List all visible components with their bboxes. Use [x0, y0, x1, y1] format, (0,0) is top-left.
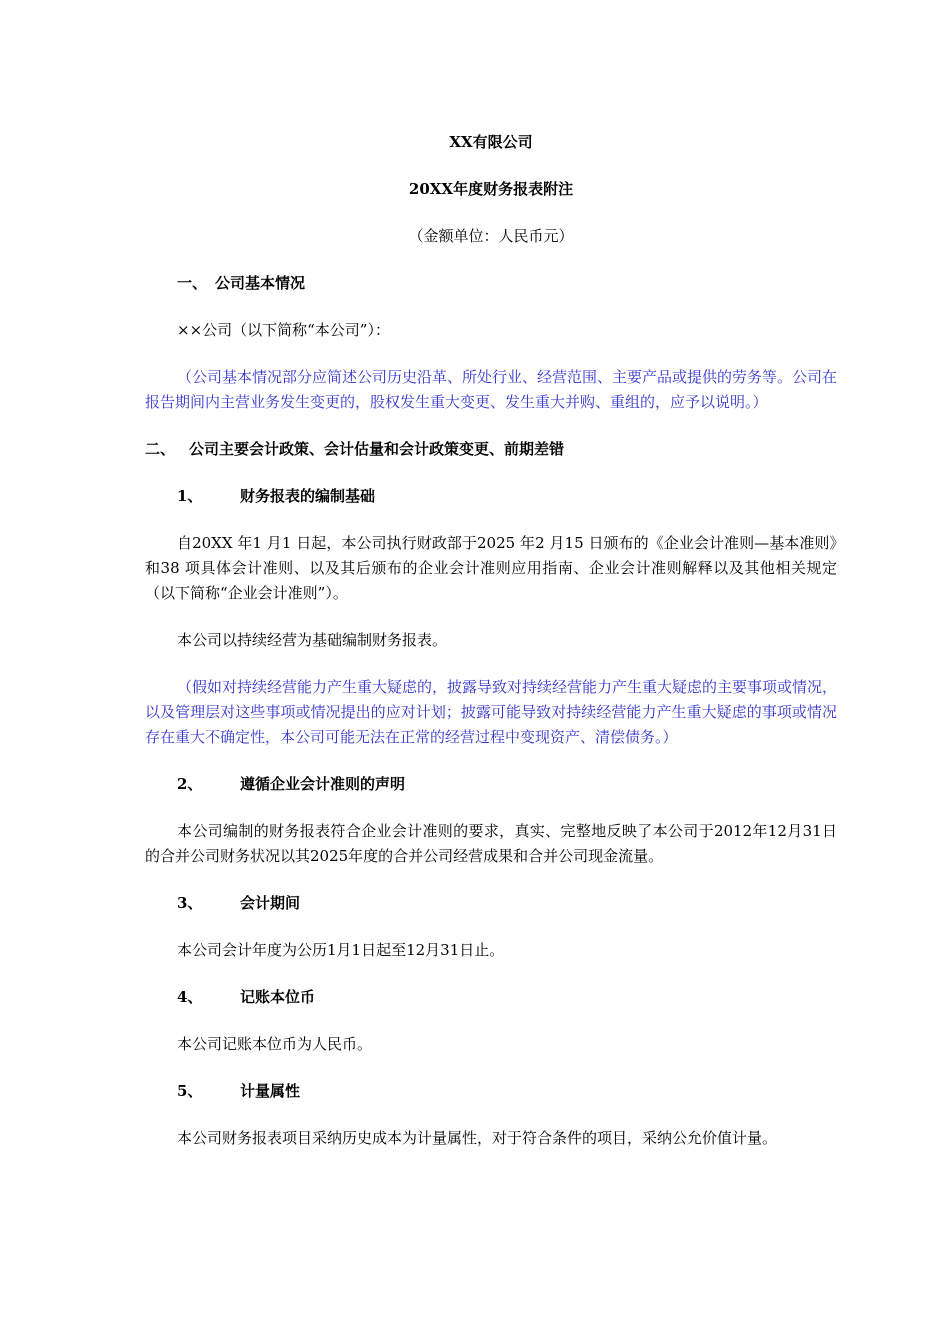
subsection-1-paragraph-1: 自20XX 年1 月1 日起，本公司执行财政部于2025 年2 月15 日颁布的《企业会计准则—基本准则》和38 项具体会计准则、以及其后颁布的企业会计准则应用指南、企业会计准则解释以及其他相关规定（以下简称“企业会计准则”）。 — [145, 534, 837, 602]
subsection-1-note: （假如对持续经营能力产生重大疑虑的，披露导致对持续经营能力产生重大疑虑的主要事项或情况，以及管理层对这些事项或情况提出的应对计划；披露可能导致对持续经营能力产生重大疑虑的事项或情况存在重大不确定性，本公司可能无法在正常的经营过程中变现资产、清偿债务。） — [145, 678, 838, 746]
section-1-title: 公司基本情况 — [215, 274, 306, 292]
section-2-heading — [145, 437, 837, 462]
subsection-3-number: 3、 — [177, 894, 203, 912]
document-title: 20XX年度财务报表附注 — [408, 180, 574, 198]
subsection-2-title: 遵循企业会计准则的声明 — [240, 775, 406, 793]
subsection-3-paragraph-1: 本公司会计年度为公历1月1日起至12月31日止。 — [177, 941, 505, 959]
subsection-2-paragraph-1: 本公司编制的财务报表符合企业会计准则的要求，真实、完整地反映了本公司于2012年12月31日的合并公司财务状况以其2025年度的合并公司经营成果和合并公司现金流量。 — [145, 822, 837, 865]
company-name: XX有限公司 — [449, 133, 533, 151]
subsection-2-heading — [145, 772, 837, 797]
subsection-3-heading — [145, 891, 837, 916]
subsection-5-title: 计量属性 — [240, 1082, 301, 1100]
subsection-1-heading — [145, 484, 837, 509]
subsection-4-heading — [145, 985, 837, 1010]
document-page — [145, 130, 837, 1151]
subsection-5-heading — [145, 1079, 837, 1104]
section-2-title: 公司主要会计政策、会计估量和会计政策变更、前期差错 — [189, 440, 565, 458]
subsection-4-title: 记账本位币 — [240, 988, 316, 1006]
section-1-note: （公司基本情况部分应简述公司历史沿革、所处行业、经营范围、主要产品或提供的劳务等。公司在报告期间内主营业务发生变更的，股权发生重大变更、发生重大并购、重组的，应予以说明。） — [145, 368, 838, 411]
subsection-5-paragraph-1: 本公司财务报表项目采纳历史成本为计量属性，对于符合条件的项目，采纳公允价值计量。 — [177, 1129, 778, 1147]
section-1-heading — [145, 271, 837, 296]
section-1-intro: ××公司（以下简称“本公司”）： — [177, 321, 390, 339]
subsection-3-title: 会计期间 — [240, 894, 301, 912]
subsection-2-number: 2、 — [177, 775, 203, 793]
subsection-4-number: 4、 — [177, 988, 203, 1006]
subsection-1-title: 财务报表的编制基础 — [240, 487, 376, 505]
currency-unit: （金额单位：人民币元） — [408, 227, 574, 245]
subsection-4-paragraph-1: 本公司记账本位币为人民币。 — [177, 1035, 373, 1053]
subsection-5-number: 5、 — [177, 1082, 203, 1100]
subsection-1-paragraph-2: 本公司以持续经营为基础编制财务报表。 — [177, 631, 448, 649]
section-1-number: 一、 — [177, 274, 208, 292]
subsection-1-number: 1、 — [177, 487, 203, 505]
section-2-number: 二、 — [145, 440, 176, 458]
